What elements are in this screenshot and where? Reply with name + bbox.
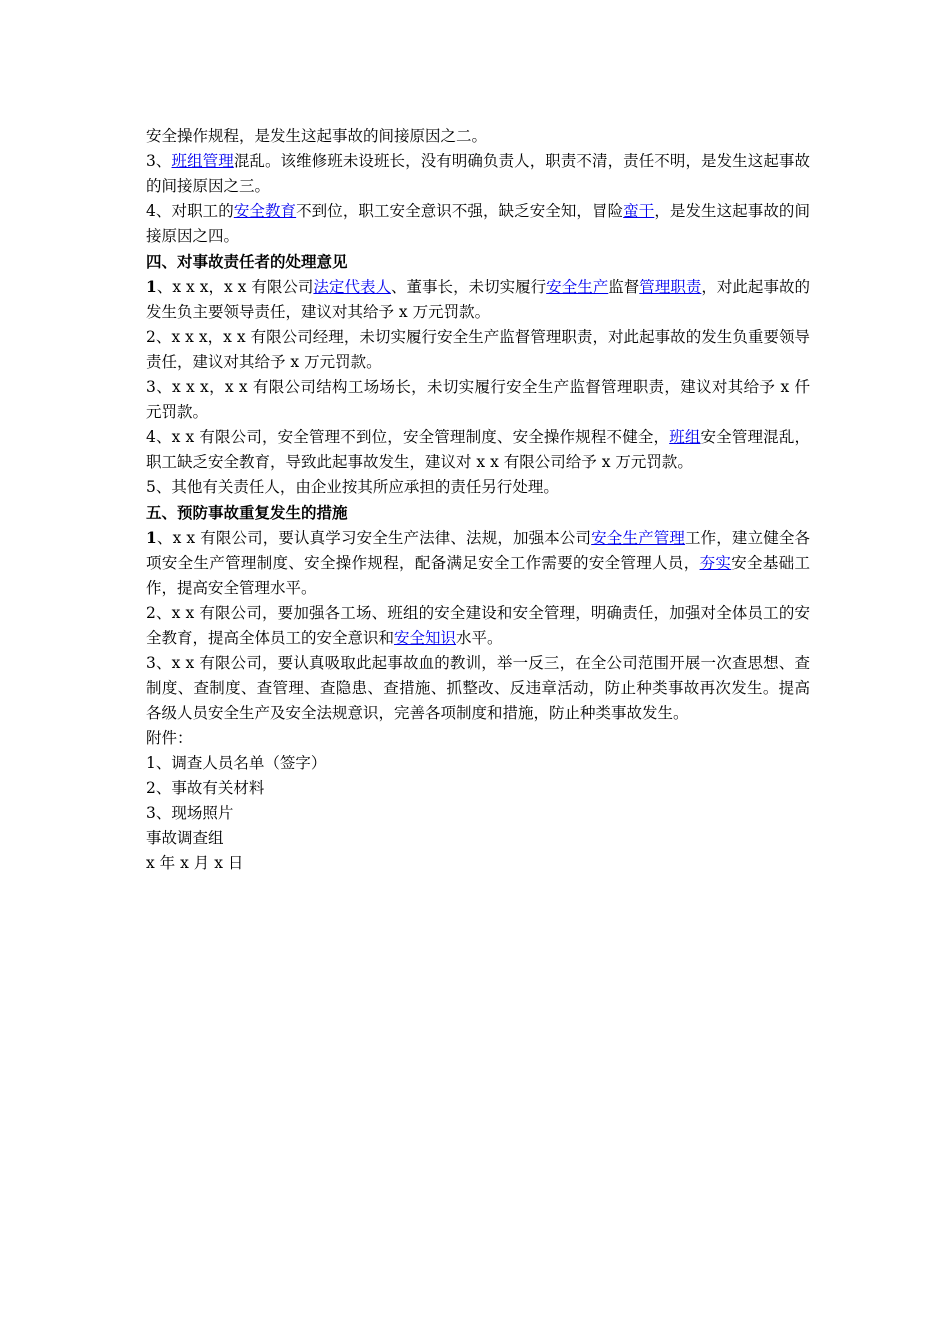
attachment-item: 3、现场照片: [146, 804, 234, 822]
link-legal-representative[interactable]: 法定代表人: [313, 278, 391, 296]
link-reckless[interactable]: 蛮干: [623, 202, 655, 220]
document-page: [146, 124, 810, 876]
link-safety-education[interactable]: 安全教育: [233, 202, 297, 220]
paragraph: 1、x x 有限公司，要认真学习安全生产法律、法规，加强本公司安全生产管理工作，建立健全各项安全生产管理制度、安全操作规程，配备满足安全工作需要的安全管理人员，夯实安全基础工作，提高安全管理水平。: [146, 528, 810, 597]
attachment-item: 1、调查人员名单（签字）: [146, 754, 327, 772]
link-safety-production-management[interactable]: 安全生产管理: [591, 529, 686, 547]
link-class-group[interactable]: 班组: [669, 428, 701, 446]
paragraph: 4、x x 有限公司，安全管理不到位，安全管理制度、安全操作规程不健全，班组安全管理混乱，职工缺乏安全教育，导致此起事故发生，建议对 x x 有限公司给予 x 万元罚款。: [146, 428, 810, 471]
paragraph: 5、其他有关责任人，由企业按其所应承担的责任另行处理。: [146, 478, 559, 496]
link-safety-production[interactable]: 安全生产: [546, 278, 609, 296]
paragraph: 4、对职工的安全教育不到位，职工安全意识不强，缺乏安全知，冒险蛮干，是发生这起事故的间接原因之四。: [146, 202, 810, 245]
link-management-duty[interactable]: 管理职责: [639, 278, 702, 296]
paragraph: 3、班组管理混乱。该维修班未设班长，没有明确负责人，职责不清，责任不明，是发生这起事故的间接原因之三。: [146, 152, 810, 195]
signature-org: 事故调查组: [146, 829, 224, 847]
paragraph: 3、x x 有限公司，要认真吸取此起事故血的教训，举一反三，在全公司范围开展一次查思想、查制度、查制度、查管理、查隐患、查措施、抓整改、反违章活动，防止种类事故再次发生。提高各级人员安全生产及安全法规意识，完善各项制度和措施，防止种类事故发生。: [146, 654, 810, 722]
link-consolidate[interactable]: 夯实: [699, 554, 732, 572]
attachment-item: 2、事故有关材料: [146, 779, 265, 797]
link-safety-knowledge[interactable]: 安全知识: [394, 629, 457, 647]
paragraph: 安全操作规程，是发生这起事故的间接原因之二。: [146, 127, 488, 145]
section-heading: 四、对事故责任者的处理意见: [146, 252, 348, 271]
paragraph: 1、x x x，x x 有限公司法定代表人、董事长，未切实履行安全生产监督管理职责，对此起事故的发生负主要领导责任，建议对其给予 x 万元罚款。: [146, 277, 810, 321]
attachment-label: 附件：: [146, 729, 193, 747]
paragraph: 3、x x x，x x 有限公司结构工场场长，未切实履行安全生产监督管理职责，建议对其给予 x 仟元罚款。: [146, 378, 810, 421]
link-class-management[interactable]: 班组管理: [171, 152, 234, 170]
paragraph: 2、x x x，x x 有限公司经理，未切实履行安全生产监督管理职责，对此起事故的发生负重要领导责任，建议对其给予 x 万元罚款。: [146, 328, 810, 371]
signature-date: x 年 x 月 x 日: [146, 854, 244, 872]
section-heading: 五、预防事故重复发生的措施: [146, 503, 348, 522]
paragraph: 2、x x 有限公司，要加强各工场、班组的安全建设和安全管理，明确责任，加强对全体员工的安全教育，提高全体员工的安全意识和安全知识水平。: [146, 604, 810, 647]
